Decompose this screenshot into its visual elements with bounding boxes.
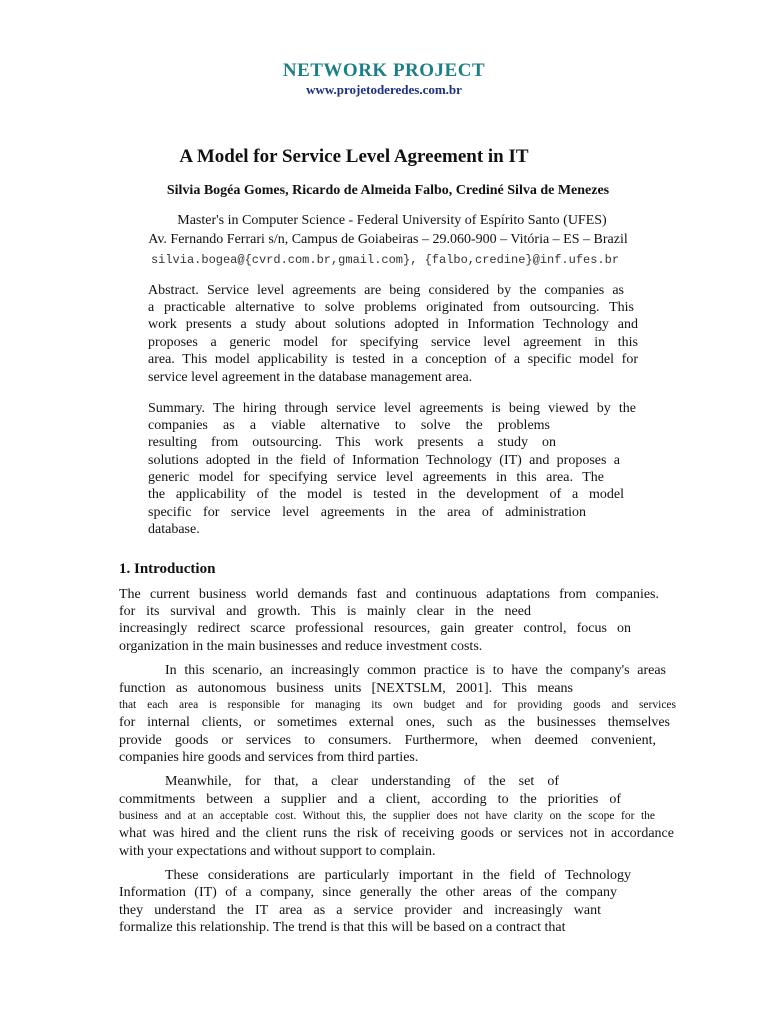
abstract-line: proposes a generic model for specifying service level agreement in this — [148, 335, 638, 350]
paragraph-line: increasingly redirect scarce professional resources, gain greater control, focus on — [119, 621, 631, 636]
paragraph-line: formalize this relationship. The trend is that this will be based on a contract that — [119, 920, 566, 935]
paragraph-line: they understand the IT area as a service provider and increasingly want — [119, 903, 601, 918]
paragraph-line: business and at an acceptable cost. Without this, the supplier does not have clarity on the scope for the — [119, 810, 655, 822]
abstract-line: service level agreement in the database management area. — [148, 370, 473, 385]
paper-authors: Silvia Bogéa Gomes, Ricardo de Almeida Falbo, Crediné Silva de Menezes — [166, 183, 610, 198]
paragraph-line: The current business world demands fast and continuous adaptations from companies. — [119, 587, 659, 602]
paragraph-line: These considerations are particularly important in the field of Technology — [165, 868, 631, 883]
paper-title: A Model for Service Level Agreement in IT — [179, 146, 529, 167]
paragraph-line: Meanwhile, for that, a clear understanding of the set of — [165, 774, 559, 789]
paragraph-line: organization in the main businesses and reduce investment costs. — [119, 639, 483, 654]
paragraph-line: provide goods or services to consumers. Furthermore, when deemed convenient, — [119, 733, 656, 748]
abstract-line: Abstract. Service level agreements are being considered by the companies as — [148, 283, 624, 298]
paragraph-line: that each area is responsible for managing its own budget and for providing goods and services — [119, 699, 676, 711]
abstract-line: area. This model applicability is tested in a conception of a specific model for — [148, 352, 638, 367]
abstract-line: work presents a study about solutions adopted in Information Technology and — [148, 317, 638, 332]
paragraph-line: companies hire goods and services from third parties. — [119, 750, 419, 765]
author-emails: silvia.bogea@{cvrd.com.br,gmail.com}, {falbo,credine}@inf.ufes.br — [150, 253, 620, 267]
affiliation-line: Master's in Computer Science - Federal University of Espírito Santo (UFES) — [177, 213, 607, 228]
paragraph-line: Information (IT) of a company, since generally the other areas of the company — [119, 885, 617, 900]
summary-line: generic model for specifying service level agreements in this area. The — [148, 470, 604, 485]
paragraph-line: what was hired and the client runs the risk of receiving goods or services not in accordance — [119, 826, 674, 841]
summary-line: solutions adopted in the field of Information Technology (IT) and proposes a — [148, 453, 620, 468]
summary-line: companies as a viable alternative to solve the problems — [148, 418, 550, 433]
summary-line: resulting from outsourcing. This work presents a study on — [148, 435, 556, 450]
affiliation-line: Av. Fernando Ferrari s/n, Campus de Goiabeiras – 29.060-900 – Vitória – ES – Brazil — [148, 232, 628, 247]
summary-line: specific for service level agreements in the area of administration — [148, 505, 586, 520]
paragraph-line: with your expectations and without support to complain. — [119, 844, 436, 859]
paragraph-line: commitments between a supplier and a client, according to the priorities of — [119, 792, 621, 807]
site-title: NETWORK PROJECT — [282, 60, 486, 81]
section-heading: 1. Introduction — [119, 561, 216, 577]
site-url-link[interactable]: www.projetoderedes.com.br — [306, 82, 462, 97]
summary-line: database. — [148, 522, 200, 537]
paragraph-line: for internal clients, or sometimes external ones, such as the businesses themselves — [119, 715, 670, 730]
summary-line: the applicability of the model is tested in the development of a model — [148, 487, 624, 502]
paragraph-line: for its survival and growth. This is mainly clear in the need — [119, 604, 531, 619]
abstract-line: a practicable alternative to solve problems originated from outsourcing. This — [148, 300, 634, 315]
paragraph-line: In this scenario, an increasingly common practice is to have the company's areas — [165, 663, 666, 678]
summary-line: Summary. The hiring through service level agreements is being viewed by the — [148, 401, 636, 416]
paragraph-line: function as autonomous business units [NEXTSLM, 2001]. This means — [119, 681, 573, 696]
